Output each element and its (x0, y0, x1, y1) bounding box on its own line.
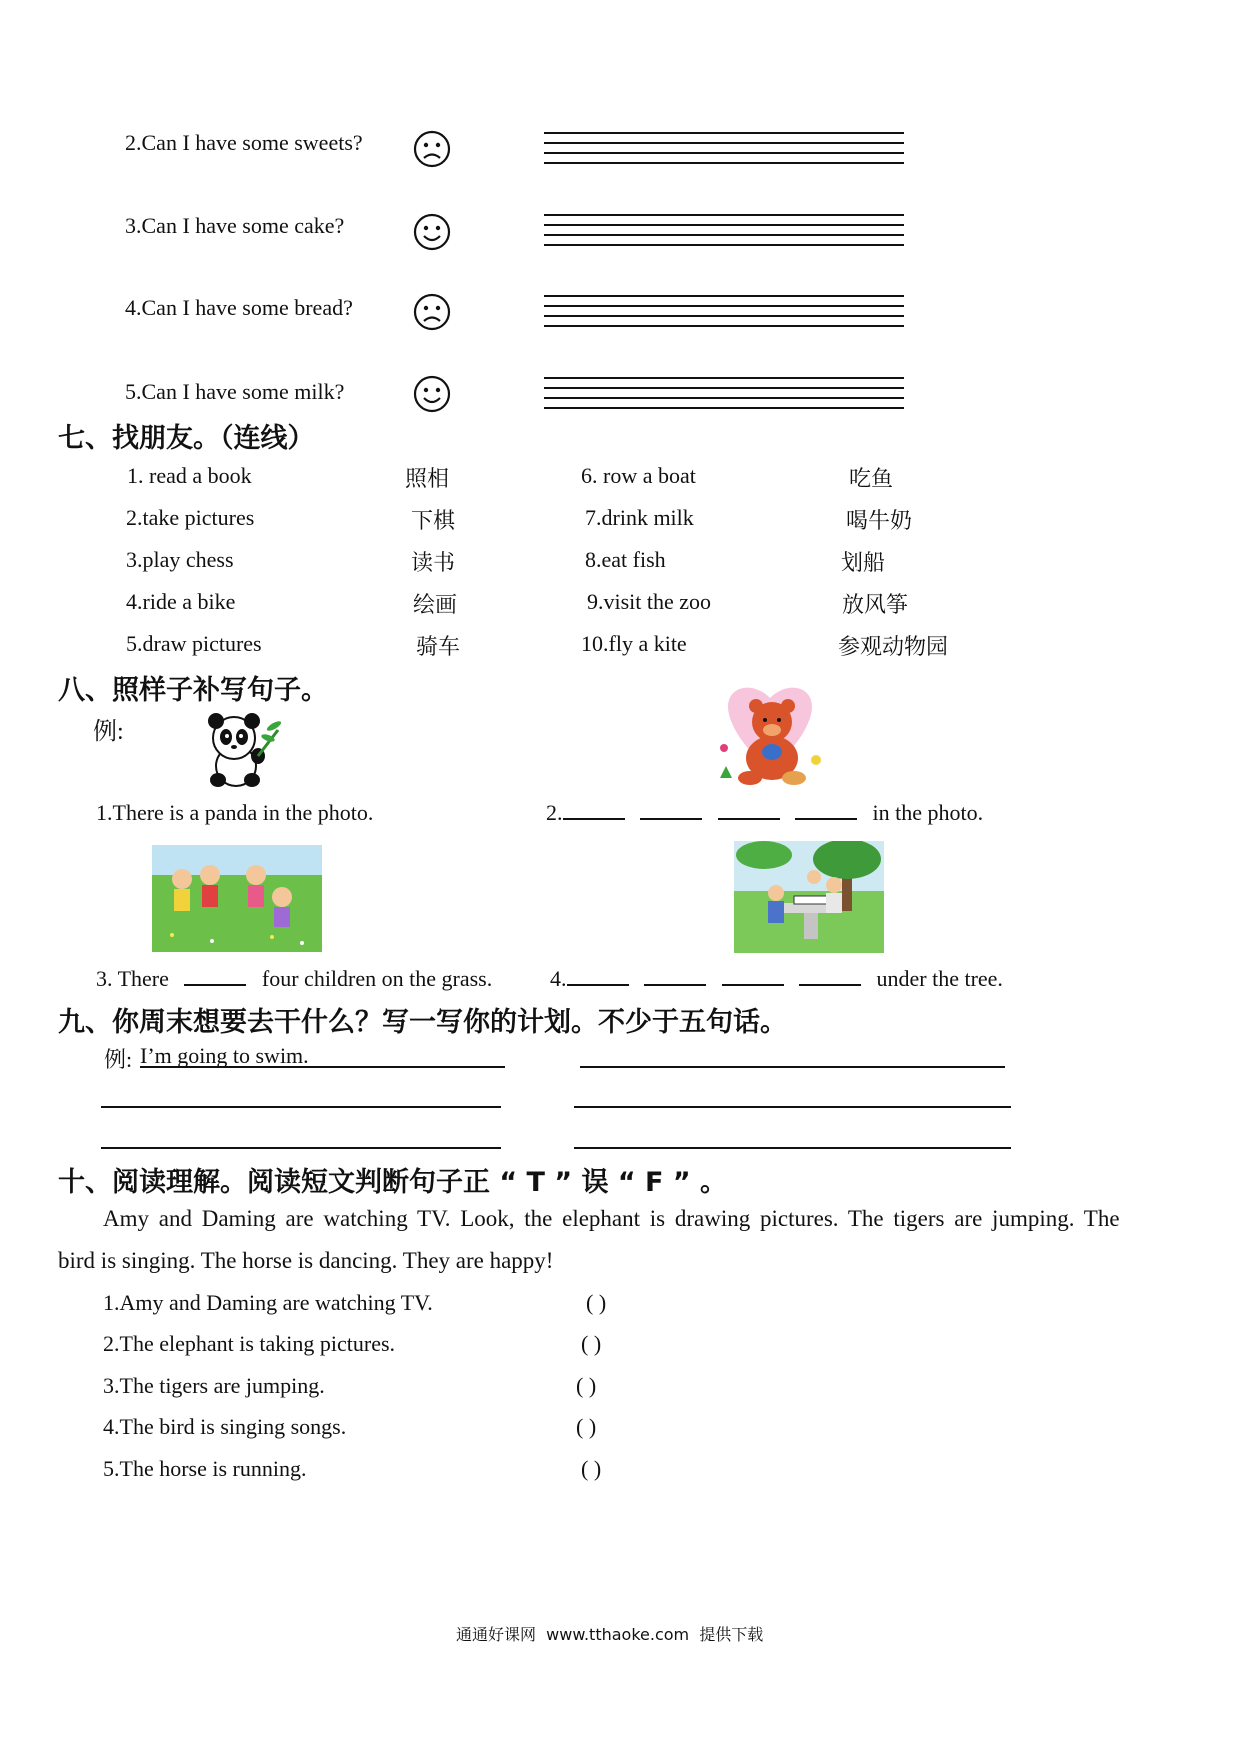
children-on-grass-image (152, 845, 322, 952)
match-phrase: 10.fly a kite (581, 631, 687, 656)
blank[interactable] (644, 983, 706, 986)
match-phrase: 1. read a book (127, 463, 252, 488)
writing-line[interactable] (140, 1066, 505, 1068)
question-5: 5.Can I have some milk? (125, 379, 345, 404)
example-label: 例: (104, 1047, 133, 1072)
sentence-number: 2. (546, 800, 563, 825)
answer-box[interactable]: ( ) (581, 1331, 602, 1356)
writing-line[interactable] (101, 1106, 501, 1108)
match-meaning: 下棋 (411, 508, 456, 533)
statement: 3.The tigers are jumping. (103, 1373, 325, 1398)
sentence-end: in the photo. (872, 800, 984, 825)
sentence-start: 3. There (96, 966, 169, 991)
writing-line[interactable] (101, 1147, 501, 1149)
match-phrase: 5.draw pictures (126, 631, 262, 656)
teddy-bear-image (700, 678, 840, 790)
blank[interactable] (563, 817, 625, 820)
match-phrase: 4.ride a bike (126, 589, 236, 614)
match-meaning: 骑车 (416, 634, 461, 659)
writing-line[interactable] (574, 1147, 1011, 1149)
match-phrase: 8.eat fish (585, 547, 666, 572)
example-label: 例: (93, 719, 124, 745)
happy-face-icon (413, 213, 451, 251)
statement: 2.The elephant is taking pictures. (103, 1331, 396, 1356)
section-9-heading: 九、你周末想要去干什么？写一写你的计划。不少于五句话。 (58, 1007, 787, 1038)
section-10-heading: 十、阅读理解。阅读短文判断句子正 “ T ” 误 “ F ” 。 (58, 1167, 728, 1198)
writing-line[interactable] (574, 1106, 1011, 1108)
question-2: 2.Can I have some sweets? (125, 130, 363, 155)
footer: 通通好课网 www.tthaoke.com 提供下载 (456, 1625, 764, 1644)
answer-box[interactable]: ( ) (576, 1414, 597, 1439)
statement: 4.The bird is singing songs. (103, 1414, 347, 1439)
example-sentence: I’m going to swim. (140, 1043, 309, 1068)
writing-line[interactable] (580, 1066, 1005, 1068)
sentence-3 (96, 966, 492, 992)
sentence-2 (546, 800, 983, 826)
match-meaning: 参观动物园 (838, 634, 949, 659)
answer-box[interactable]: ( ) (581, 1456, 602, 1481)
question-4: 4.Can I have some bread? (125, 295, 353, 320)
match-meaning: 读书 (411, 550, 456, 575)
sad-face-icon (413, 293, 451, 331)
match-phrase: 9.visit the zoo (587, 589, 712, 614)
sentence-end: four children on the grass. (261, 966, 493, 991)
match-phrase: 2.take pictures (126, 505, 255, 530)
sentence-1: 1.There is a panda in the photo. (96, 800, 374, 825)
match-meaning: 喝牛奶 (846, 508, 913, 533)
passage-line-2: bird is singing. The horse is dancing. They are happy! (58, 1248, 554, 1273)
statement: 5.The horse is running. (103, 1456, 307, 1481)
match-phrase: 7.drink milk (585, 505, 694, 530)
happy-face-icon (413, 375, 451, 413)
section-8-heading: 八、照样子补写句子。 (58, 675, 328, 706)
blank[interactable] (795, 817, 857, 820)
blank[interactable] (567, 983, 629, 986)
blank[interactable] (718, 817, 780, 820)
match-meaning: 吃鱼 (849, 466, 894, 491)
blank[interactable] (184, 983, 246, 986)
match-meaning: 照相 (405, 466, 450, 491)
sad-face-icon (413, 130, 451, 168)
answer-box[interactable]: ( ) (586, 1290, 607, 1315)
statement: 1.Amy and Daming are watching TV. (103, 1290, 433, 1315)
chess-under-tree-image (734, 841, 884, 953)
sentence-number: 4. (550, 966, 567, 991)
sentence-end: under the tree. (876, 966, 1003, 991)
section-7-heading: 七、找朋友。（连线） (58, 423, 315, 454)
match-meaning: 绘画 (413, 592, 458, 617)
match-meaning: 放风筝 (842, 592, 909, 617)
answer-box[interactable]: ( ) (576, 1373, 597, 1398)
match-phrase: 3.play chess (126, 547, 234, 572)
panda-image (196, 710, 286, 792)
blank[interactable] (640, 817, 702, 820)
blank[interactable] (799, 983, 861, 986)
blank[interactable] (722, 983, 784, 986)
match-meaning: 划船 (841, 550, 886, 575)
passage-line-1: Amy and Daming are watching TV. Look, the elephant is drawing pictures. The tigers are jumping. The (103, 1206, 1120, 1231)
sentence-4 (550, 966, 1003, 992)
match-phrase: 6. row a boat (581, 463, 696, 488)
question-3: 3.Can I have some cake? (125, 213, 345, 238)
